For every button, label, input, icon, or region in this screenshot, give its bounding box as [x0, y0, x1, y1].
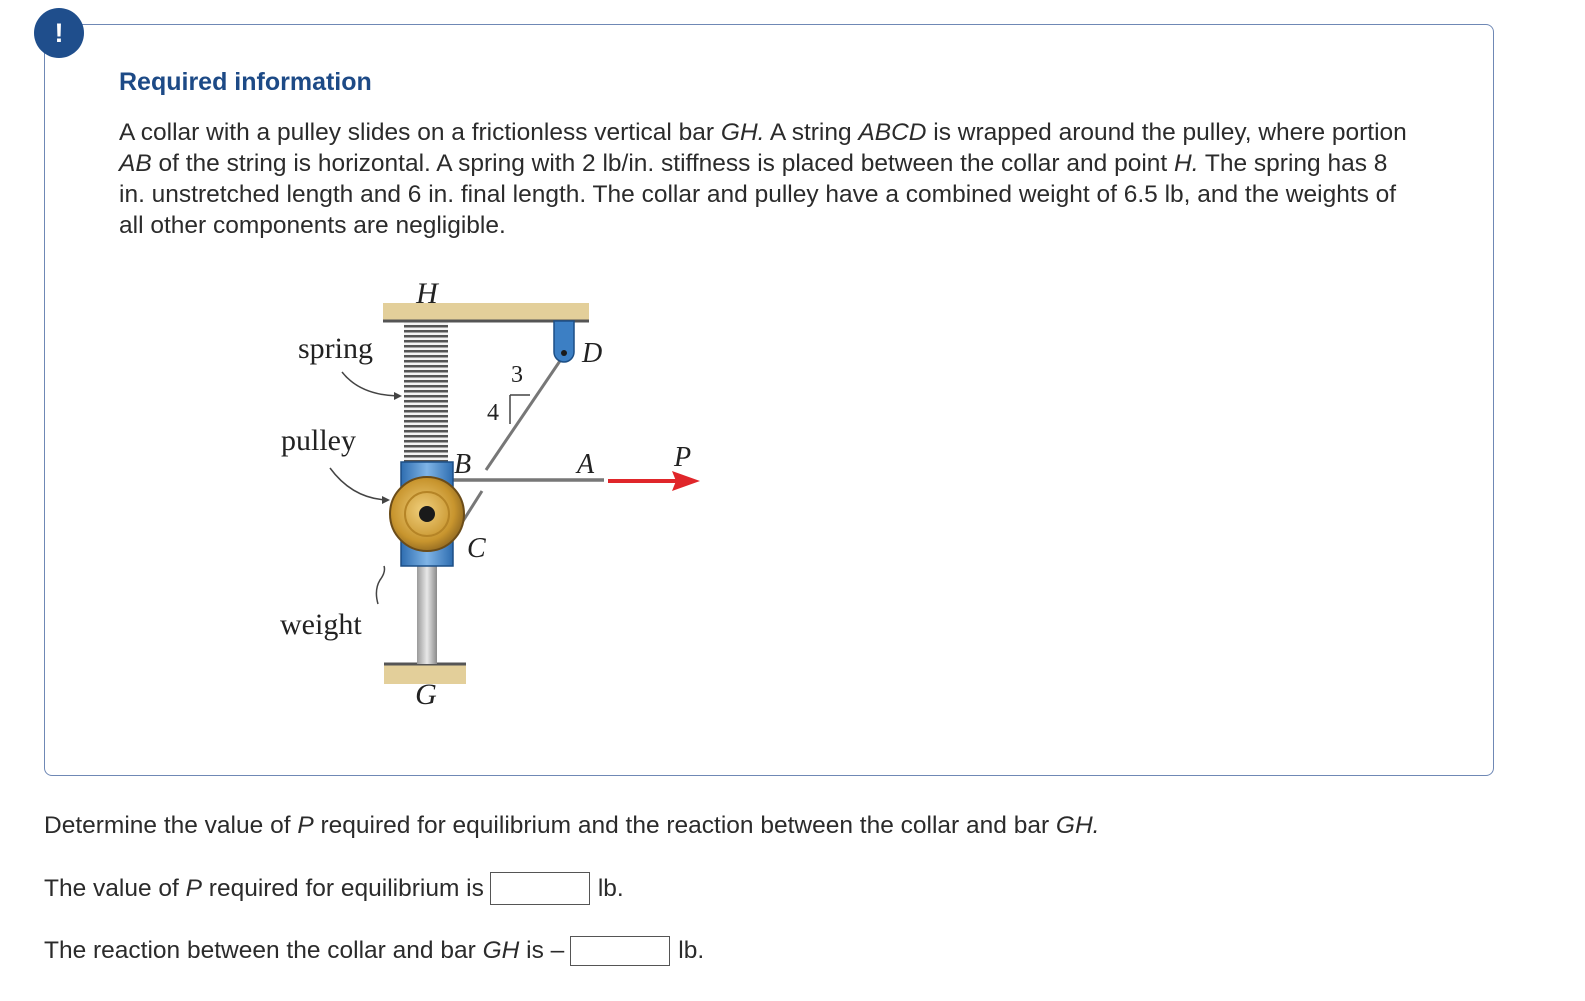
answer-row-reaction: The reaction between the collar and bar GH is – lb.	[44, 937, 705, 964]
answer-row-p: The value of P required for equilibrium is lb.	[44, 872, 624, 905]
alert-icon: !	[34, 8, 84, 58]
info-title: Required information	[119, 68, 372, 96]
p-unit: lb.	[597, 874, 624, 902]
label-slope-run: 4	[487, 400, 499, 426]
label-g: G	[415, 678, 437, 711]
label-b: B	[454, 449, 472, 480]
label-slope-rise: 3	[511, 362, 523, 388]
label-p: P	[674, 442, 692, 473]
label-spring: spring	[298, 332, 373, 365]
label-pulley: pulley	[281, 424, 356, 457]
label-weight: weight	[280, 608, 362, 641]
force-p-arrowhead	[672, 471, 700, 491]
weight-pointer	[376, 566, 384, 604]
reaction-unit: lb.	[678, 937, 705, 964]
question-text: Determine the value of P required for equilibrium and the reaction between the collar and bar GH.	[44, 812, 1100, 839]
minus-sign: –	[543, 937, 565, 964]
collar-pulley-figure	[270, 270, 720, 720]
spring-coil	[404, 322, 448, 462]
label-a: A	[577, 449, 595, 480]
top-support	[383, 303, 589, 321]
bar-gh	[417, 560, 437, 664]
pulley-axle	[419, 506, 435, 522]
spring-pointer-head	[394, 392, 402, 400]
pulley-pointer-head	[382, 496, 390, 504]
label-c: C	[467, 533, 486, 564]
reaction-value-input[interactable]	[570, 936, 670, 966]
spring-pointer	[342, 372, 398, 396]
pulley-pointer	[330, 468, 386, 500]
info-paragraph: A collar with a pulley slides on a frictionless vertical bar GH. A string ABCD is wrapped around the pulley, where portion AB of the string is horizontal. A spring with 2 lb/in. stiffness is placed between the collar and point H. The spring has 8 in. unstretched length and 6 in. final length. The collar and pulley have a combined weight of 6.5 lb, and the weights of all other components are negligible.	[119, 119, 1407, 239]
label-d: D	[582, 338, 603, 369]
p-value-input[interactable]	[490, 872, 590, 905]
anchor-d-pin	[561, 350, 567, 356]
label-h: H	[416, 277, 438, 310]
